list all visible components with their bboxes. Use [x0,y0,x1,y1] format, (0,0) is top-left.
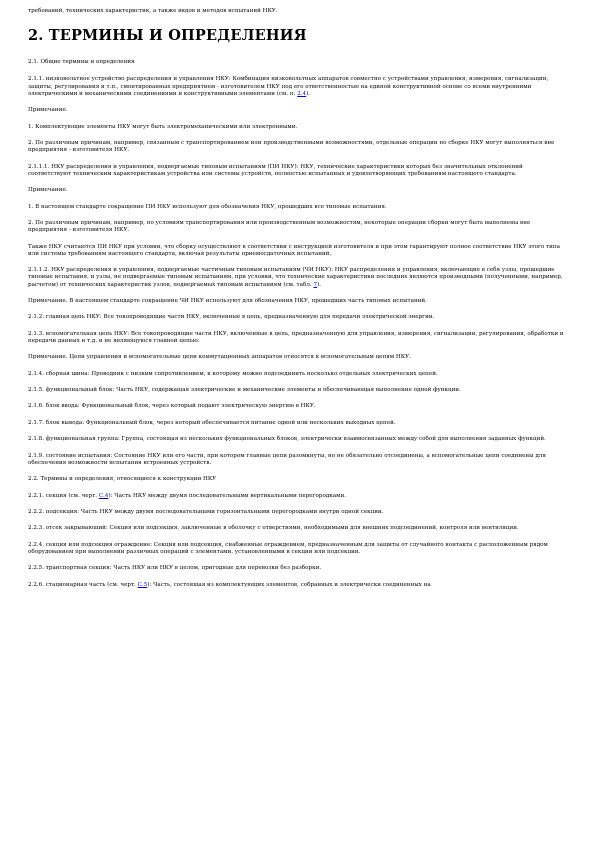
paragraph-2-2-5: 2.2.5. транспортная секция: Часть НКУ или НКУ в целом, пригодные для перевозки без разборки. [28,565,322,572]
paragraph-2-1-5: 2.1.5. функциональный блок: Часть НКУ, содержащая электрические и механические элементы и обеспечивающая выполнение одной функции. [28,387,461,394]
subheading-construction-terms: 2.2. Термины и определения, относящиеся к конструкции НКУ [28,476,217,483]
paragraph-2-2-2: 2.2.2. подсекция: Часть НКУ между двумя последовательными горизонтальными перегородками внутри одной секции. [28,509,384,516]
section-heading: 2. ТЕРМИНЫ И ОПРЕДЕЛЕНИЯ [28,27,307,45]
paragraph-text-end: ). [306,90,311,97]
paragraph-2-1-9: 2.1.9. состояние испытания: Состояние НКУ или его части, при котором главные цепи разомкнуты, но не обязательно отсоединены, а вспомогательные цепи соединены для обеспечения возможности испытания встроенных устройств. [28,452,546,466]
paragraph-2-1-1-2 [28,267,567,289]
note-item: 1. Комплектующие элементы НКУ могут быть электромеханическими или электронными. [28,123,298,130]
paragraph-text-end: ): Часть, состоящая из комплектующих элементов, собранных и электрически соединенных на [147,581,431,588]
note-paragraph: Примечание. В настоящем стандарте сокращение ЧИ НКУ используют для обозначения НКУ, прошедших часть типовых испытаний. [28,297,427,304]
paragraph-2-1-3: 2.1.3. вспомогательная цепь НКУ: Все токопроводящие части НКУ, включенные в цепь, предназначенную для управления, измерения, сигнализации, регулирования, обработки и передачи данных и т.д. и не являющуюся главной цепью. [28,330,564,344]
paragraph-2-1-8: 2.1.8. функциональная группа: Группа, состоящая из нескольких функциональных блоков, электрически взаимосвязанных между собой для выполнения заданных функций. [28,436,546,443]
paragraph-2-2-1 [28,493,567,500]
paragraph-2-1-4: 2.1.4. сборная шина: Проводник с низким сопротивлением, к которому можно подсоединить несколько отдельных электрических цепей. [28,370,438,377]
note-item: 2. По различным причинам, например, связанным с транспортированием или производственными возможностями, отдельные операции по сборке НКУ могут выполняться вне предприятия - изготовителя НКУ. [28,139,555,154]
note-paragraph: Примечание. Цепи управления и вспомогательные цепи коммутационных аппаратов относятся к вспомогательным цепям НКУ. [28,354,411,361]
paragraph-2-2-3: 2.2.3. отсек закрывающий: Секция или подсекция, заключенные в оболочку с отверстиями, необходимыми для внешних подсоединений, контроля или вентиляции. [28,525,519,532]
intro-paragraph: требований, технических характеристик, а также видов и методов испытаний НКУ. [28,8,278,14]
paragraph-text-block: Также НКУ считаются ПИ НКУ при условии, что сборку осуществляют в соответствии с инструкцией изготовителя и при этом гарантируют полное соответствие НКУ этого типа или системы требованиям настоящего стандарта, включая результаты приемосдаточных испытаний. [28,243,560,257]
note-label: Примечание. [28,187,68,194]
reference-link[interactable]: С.5 [137,581,148,588]
paragraph-2-1-1-1: 2.1.1.1. НКУ распределения и управления, подвергаемые типовым испытаниям (ПИ НКУ): НКУ, технические характеристики которых без значительных отклонений соответствуют техническим характеристикам устройства или системы устройств, полностью испытанных и удовлетворяющих требованиям настоящего стандарта. [28,163,523,177]
note-item: 2. По различным причинам, например, по условиям транспортирования или производственным возможностям, некоторые операции сборки могут быть выполнены вне предприятия - изготовителя НКУ. [28,219,531,234]
note-item: 1. В настоящем стандарте сокращение ПИ НКУ используют для обозначения НКУ, прошедших все типовые испытания. [28,203,387,210]
paragraph-2-1-7: 2.1.7. блок вывода: Функциональный блок, через который обеспечивается питание одной или нескольких выходных цепей. [28,419,396,426]
paragraph-text: 2.1.1.2. НКУ распределения и управления, подвергаемые частичным типовым испытаниям (ЧИ НКУ): НКУ распределения и управления, включающие в себя узлы, прошедшие типовые испытания, и узлы, не подвергаемые типовым испытаниям, при условии, что технические характеристики последних являются производными (полученными, например, расчетом) от технических характеристик узлов, подвергаемых типовым испытаниям (см. табл. [28,267,563,288]
paragraph-text: 2.1.1. низковольтное устройство распределения и управления НКУ: Комбинация низковольтных аппаратов совместно с устройствами управления, измерения, сигнализации, защиты, регулирования и т.п., смонтированных предприятием - изготовителем НКУ под его ответственностью на единой конструктивной основе со всеми внутренними электрическими и механическими соединениями и конструктивными элементами (см. п. [28,76,549,97]
paragraph-2-1-6: 2.1.6. блок ввода: Функциональный блок, через который подают электрическую энергию в НКУ. [28,403,316,410]
note-label: Примечание. [28,107,68,114]
reference-link[interactable]: С.4 [98,492,109,499]
reference-link[interactable]: 7 [313,281,318,288]
reference-link[interactable]: 2.4 [297,90,307,97]
paragraph-text-end: ). [317,281,321,288]
paragraph-text-end: ): Часть НКУ между двумя последовательными вертикальными перегородками. [108,492,346,499]
subheading-general-terms: 2.1. Общие термины и определения [28,59,135,66]
paragraph-2-2-6 [28,582,567,589]
paragraph-2-1-2: 2.1.2. главная цепь НКУ: Все токопроводящие части НКУ, включенные в цепь, предназначенную для передачи электрической энергии. [28,314,435,321]
paragraph-text: 2.2.1. секция (см. черт. [28,492,99,499]
paragraph-2-1-1 [28,76,567,98]
paragraph-text: 2.2.6. стационарная часть (см. черт. [28,581,138,588]
paragraph-2-2-4: 2.2.4. секция или подсекция ограждение: Секция или подсекция, снабженные ограждением, предназначенным для защиты от случайного контакта с расположенным рядом оборудованием при выполнении различных операций с элементами, установленными в секции или подсекции. [28,541,548,556]
